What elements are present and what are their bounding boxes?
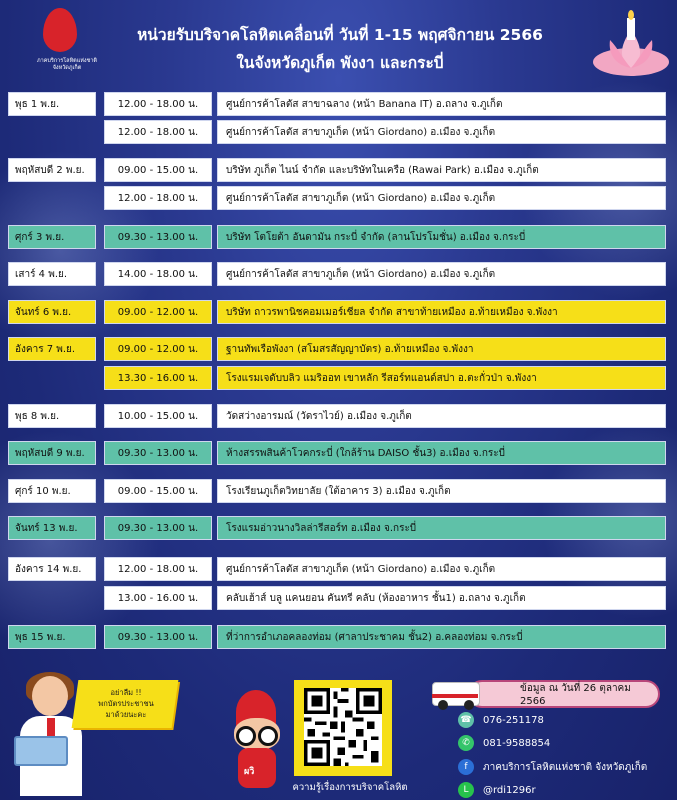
schedule-place: บริษัท ภูเก็ต ไนน์ จำกัด และบริษัทในเครือ (Rawai Park) อ.เมือง จ.ภูเก็ต: [217, 158, 666, 182]
contact-text: 081-9588854: [483, 737, 551, 749]
blood-drop-logo: [32, 6, 97, 78]
schedule-place: ศูนย์การค้าโลตัส สาขาภูเก็ต (หน้า Giordano) อ.เมือง จ.ภูเก็ต: [217, 186, 666, 210]
schedule-time: 09.30 - 13.00 น.: [104, 516, 212, 540]
title-line1: หน่วยรับบริจาคโลหิตเคลื่อนที่ วันที่ 1-15 พฤศจิกายน 2566: [137, 26, 543, 44]
schedule-time: 12.00 - 18.00 น.: [104, 186, 212, 210]
schedule-day: พุธ 8 พ.ย.: [8, 404, 96, 428]
schedule-time: 09.30 - 13.00 น.: [104, 625, 212, 649]
schedule-day: จันทร์ 13 พ.ย.: [8, 516, 96, 540]
contact-text: ภาคบริการโลหิตแห่งชาติ จังหวัดภูเก็ต: [483, 761, 648, 773]
update-date-text: ข้อมูล ณ วันที่ 26 ตุลาคม 2566: [520, 683, 631, 707]
schedule-day: พฤหัสบดี 9 พ.ย.: [8, 441, 96, 465]
schedule-time: 09.00 - 15.00 น.: [104, 479, 212, 503]
reminder-line2: พกบัตรประชาชน: [98, 699, 154, 708]
schedule-day: ศุกร์ 10 พ.ย.: [8, 479, 96, 503]
contact-item[interactable]: [458, 759, 647, 775]
mascot-label: ผวิ: [244, 767, 255, 777]
schedule-day: ศุกร์ 3 พ.ย.: [8, 225, 96, 249]
contact-text: @rdi1296r: [483, 784, 536, 796]
lotus-candle-icon: [590, 10, 672, 80]
schedule-day: พุธ 15 พ.ย.: [8, 625, 96, 649]
reminder-text: [80, 687, 172, 720]
schedule-place: โรงแรมอ่าวนางวิลล่ารีสอร์ท อ.เมือง จ.กระบี่: [217, 516, 666, 540]
contact-item[interactable]: [458, 782, 536, 798]
facebook-icon: f: [458, 759, 474, 775]
schedule-time: 09.00 - 15.00 น.: [104, 158, 212, 182]
schedule-place: ศูนย์การค้าโลตัส สาขาภูเก็ต (หน้า Giordano) อ.เมือง จ.ภูเก็ต: [217, 120, 666, 144]
schedule-time: 14.00 - 18.00 น.: [104, 262, 212, 286]
schedule-place: โรงแรมเจดับบลิว แมริออท เขาหลัก รีสอร์ทแอนด์สปา อ.ตะกั่วป่า จ.พังงา: [217, 366, 666, 390]
schedule-place: ศูนย์การค้าโลตัส สาขาภูเก็ต (หน้า Giordano) อ.เมือง จ.ภูเก็ต: [217, 262, 666, 286]
schedule-time: 10.00 - 15.00 น.: [104, 404, 212, 428]
schedule-time: 12.00 - 18.00 น.: [104, 120, 212, 144]
schedule-day: อังคาร 7 พ.ย.: [8, 337, 96, 361]
logo-caption-line1: ภาคบริการโลหิตแห่งชาติ: [37, 58, 97, 64]
logo-caption-line2: จังหวัดภูเก็ต: [52, 65, 82, 71]
contact-item[interactable]: [458, 735, 550, 751]
id-card-icon: [14, 736, 68, 766]
schedule-time: 09.00 - 12.00 น.: [104, 300, 212, 324]
schedule-day: เสาร์ 4 พ.ย.: [8, 262, 96, 286]
ambulance-icon: [428, 678, 486, 710]
schedule-time: 09.00 - 12.00 น.: [104, 337, 212, 361]
schedule-time: 13.30 - 16.00 น.: [104, 366, 212, 390]
schedule-place: วัดสว่างอารมณ์ (วัดราไวย์) อ.เมือง จ.ภูเก็ต: [217, 404, 666, 428]
schedule-place: ศูนย์การค้าโลตัส สาขาฉลาง (หน้า Banana IT) อ.ถลาง จ.ภูเก็ต: [217, 92, 666, 116]
logo-caption: [32, 58, 102, 72]
schedule-place: บริษัท โตโยต้า อันดามัน กระบี่ จำกัด (ลานโปรโมชั่น) อ.เมือง จ.กระบี่: [217, 225, 666, 249]
qr-code-image: [304, 688, 382, 766]
line-icon: L: [458, 782, 474, 798]
schedule-place: ฐานทัพเรือพังงา (สโมสรสัญญาบัตร) อ.ท้ายเหมือง จ.พังงา: [217, 337, 666, 361]
contact-text: 076-251178: [483, 714, 544, 726]
schedule-day: พฤหัสบดี 2 พ.ย.: [8, 158, 96, 182]
phone-icon: ☎: [458, 712, 474, 728]
schedule-place: ศูนย์การค้าโลตัส สาขาภูเก็ต (หน้า Giordano) อ.เมือง จ.ภูเก็ต: [217, 557, 666, 581]
schedule-place: โรงเรียนภูเก็ตวิทยาลัย (ใต้อาคาร 3) อ.เมือง จ.ภูเก็ต: [217, 479, 666, 503]
schedule-place: คลับเฮ้าส์ บลู แคนยอน คันทรี คลับ (ห้องอาหาร ชั้น1) อ.ถลาง จ.ภูเก็ต: [217, 586, 666, 610]
schedule-place: บริษัท ถาวรพานิชคอมเมอร์เชียล จำกัด สาขาท้ายเหมือง อ.ท้ายเหมือง จ.พังงา: [217, 300, 666, 324]
schedule-time: 12.00 - 18.00 น.: [104, 92, 212, 116]
whatsapp-icon: ✆: [458, 735, 474, 751]
schedule-day: อังคาร 14 พ.ย.: [8, 557, 96, 581]
schedule-day: จันทร์ 6 พ.ย.: [8, 300, 96, 324]
blood-drop-icon: [43, 8, 77, 52]
schedule-place: ห้างสรรพสินค้าโวคกระบี่ (ใกล้ร้าน DAISO ชั้น3) อ.เมือง จ.กระบี่: [217, 441, 666, 465]
schedule-time: 13.00 - 16.00 น.: [104, 586, 212, 610]
schedule-time: 09.30 - 13.00 น.: [104, 441, 212, 465]
reminder-line1: อย่าลืม !!: [110, 688, 142, 697]
contact-item[interactable]: [458, 712, 544, 728]
qr-caption: ความรู้เรื่องการบริจาคโลหิต: [292, 782, 408, 793]
schedule-time: 09.30 - 13.00 น.: [104, 225, 212, 249]
schedule-place: ที่ว่าการอำเภอคลองท่อม (ศาลาประชาคม ชั้น2) อ.คลองท่อม จ.กระบี่: [217, 625, 666, 649]
title-line2: ในจังหวัดภูเก็ต พังงา และกระบี่: [236, 54, 444, 72]
schedule-time: 12.00 - 18.00 น.: [104, 557, 212, 581]
qr-code[interactable]: [304, 688, 382, 766]
header: [0, 0, 677, 88]
schedule-day: พุธ 1 พ.ย.: [8, 92, 96, 116]
blood-drop-mascot: [222, 690, 292, 790]
update-date-pill: [468, 680, 660, 708]
reminder-line3: มาด้วยนะคะ: [105, 710, 147, 719]
